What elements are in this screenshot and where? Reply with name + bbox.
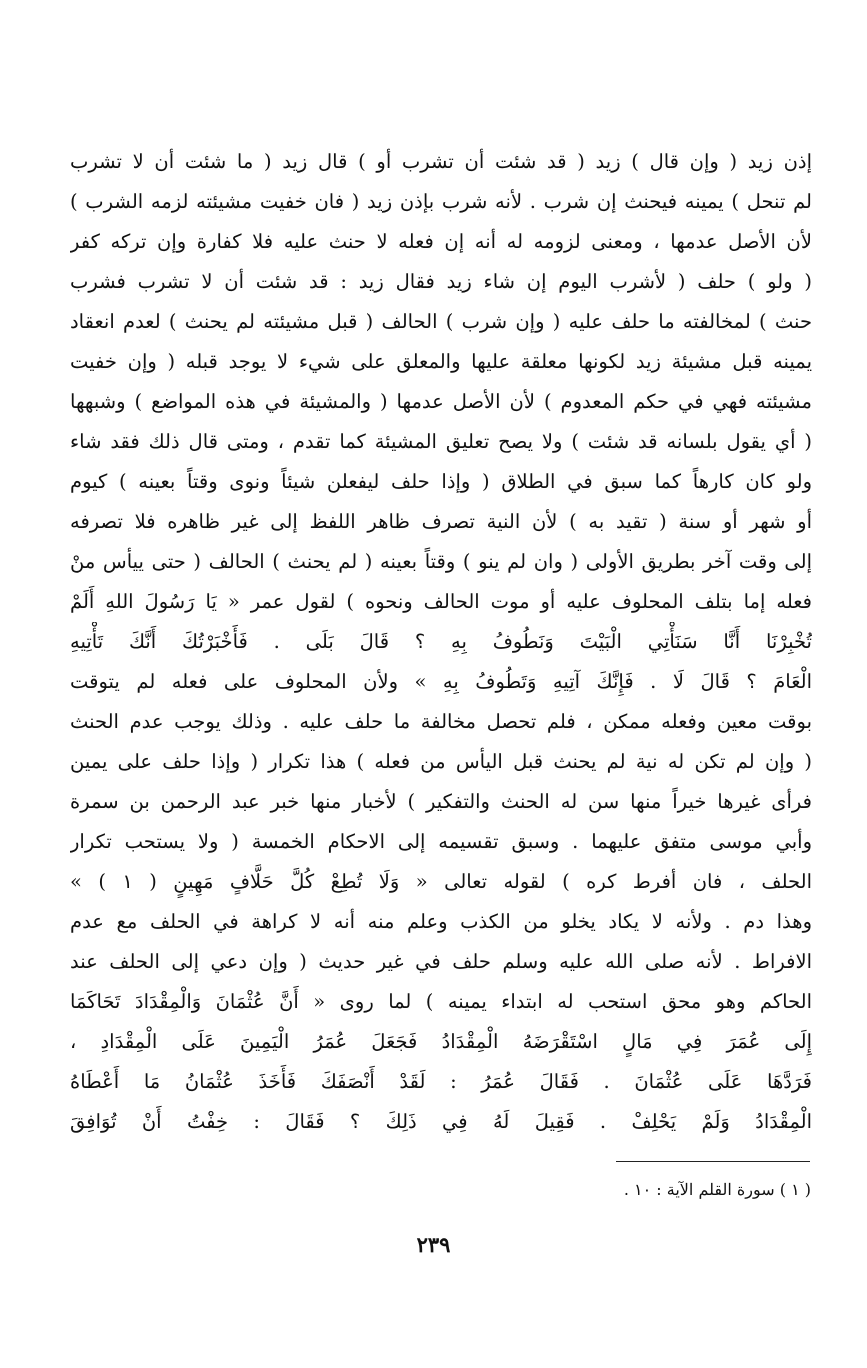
text-line: ( وإن لم تكن له نية لم يحنث قبل اليأس من فعله ) هذا تكرار ( وإذا حلف على يمين (70, 750, 812, 773)
text-line: لم تنحل ) يمينه فيحنث إن شرب . لأنه شرب بإذن زيد ( فان خفيت مشيئته لزمه الشرب ) (70, 190, 812, 213)
text-line: فرأى غيرها خيراً منها سن له الحنث والتفكير ) لأخبار منها خبر عبد الرحمن بن سمرة (70, 790, 812, 813)
text-line: الحاكم وهو محق استحب له ابتداء يمينه ) لما روى « أَنَّ عُثْمَانَ وَالْمِقْدَادَ تَحَاكَمَا (70, 990, 812, 1013)
text-line: الافراط . لأنه صلى الله عليه وسلم حلف في غير حديث ( وإن دعي إلى الحلف عند (70, 950, 812, 973)
footnote-divider (616, 1161, 810, 1162)
text-line: ( ولو ) حلف ( لأشرب اليوم إن شاء زيد فقال زيد : قد شئت أن لا تشرب فشرب (70, 270, 812, 293)
text-line: أو شهر أو سنة ( تقيد به ) لأن النية تصرف ظاهر اللفظ إلى غير ظاهره فلا تصرفه (70, 510, 812, 533)
text-line: إِلَى عُمَرَ فِي مَالٍ اسْتَقْرَضَهُ الْمِقْدَادُ فَجَعَلَ عُمَرُ الْيَمِينَ عَلَى الْمِقْدَادِ ، (70, 1030, 812, 1053)
text-line: مشيئته فهي في حكم المعدوم ) لأن الأصل عدمها ( والمشيئة في هذه المواضع ) وشبهها (70, 390, 812, 413)
page-number: ٢٣٩ (416, 1232, 451, 1257)
text-line: تُخْبِرْنَا أَنَّا سَنَأْتِي الْبَيْتَ وَنَطُوفُ بِهِ ؟ قَالَ بَلَى . فَأَخْبَرْتُكَ أَنَّكَ تَأْتِيهِ (70, 630, 812, 653)
text-line: ( أي يقول بلسانه قد شئت ) ولا يصح تعليق المشيئة كما تقدم ، ومتى قال ذلك فقد شاء (70, 430, 812, 453)
text-line: إذن زيد ( وإن قال ) زيد ( قد شئت أن تشرب أو ) قال زيد ( ما شئت أن لا تشرب (70, 150, 812, 173)
text-line: فعله إما بتلف المحلوف عليه أو موت الحالف ونحوه ) لقول عمر « يَا رَسُولَ اللهِ أَلَمْ (70, 590, 812, 613)
text-line: الْعَامَ ؟ قَالَ لَا . فَإِنَّكَ آتِيهِ وَتَطُوفُ بِهِ » ولأن المحلوف على فعله لم يتوقت (70, 670, 812, 693)
body-text (70, 142, 812, 1142)
text-line: وأبي موسى متفق عليهما . وسبق تقسيمه إلى الاحكام الخمسة ( ولا يستحب تكرار (70, 830, 812, 853)
footnote: ( ١ ) سورة القلم الآية : ١٠ . (623, 1180, 811, 1199)
text-line: الْمِقْدَادُ وَلَمْ يَحْلِفْ . فَقِيلَ لَهُ فِي ذَلِكَ ؟ فَقَالَ : خِفْتُ أَنْ تُوَافِقَ (70, 1110, 812, 1133)
text-line: لأن الأصل عدمها ، ومعنى لزومه له أنه إن فعله لا حنث عليه فلا كفارة وإن تركه كفر (70, 230, 812, 253)
text-line: ولو كان كارهاً كما سبق في الطلاق ( وإذا حلف ليفعلن شيئاً ونوى وقتاً بعينه ) كيوم (70, 470, 812, 493)
text-line: فَرَدَّهَا عَلَى عُثْمَانَ . فَقَالَ عُمَرُ : لَقَدْ أَنْصَفَكَ فَأَخَذَ عُثْمَانُ مَا أَعْطَاهُ (70, 1070, 812, 1093)
text-line: الحلف ، فان أفرط كره ) لقوله تعالى « وَلَا تُطِعْ كُلَّ حَلَّافٍ مَهِينٍ ( ١ ) » (70, 870, 812, 893)
text-line: وهذا دم . ولأنه لا يكاد يخلو من الكذب وعلم منه أنه لا كراهة في الحلف مع عدم (70, 910, 812, 933)
text-line: يمينه قبل مشيئة زيد لكونها معلقة عليها والمعلق على شيء لا يوجد قبله ( وإن خفيت (70, 350, 812, 373)
text-line: إلى وقت آخر بطريق الأولى ( وان لم ينو ) وقتاً بعينه ( لم يحنث ) الحالف ( حتى ييأس منْ (70, 550, 812, 573)
text-line: حنث ) لمخالفته ما حلف عليه ( وإن شرب ) الحالف ( قبل مشيئته لم يحنث ) لعدم انعقاد (70, 310, 812, 333)
text-line: بوقت معين وفعله ممكن ، فلم تحصل مخالفة ما حلف عليه . وذلك يوجب عدم الحنث (70, 710, 812, 733)
